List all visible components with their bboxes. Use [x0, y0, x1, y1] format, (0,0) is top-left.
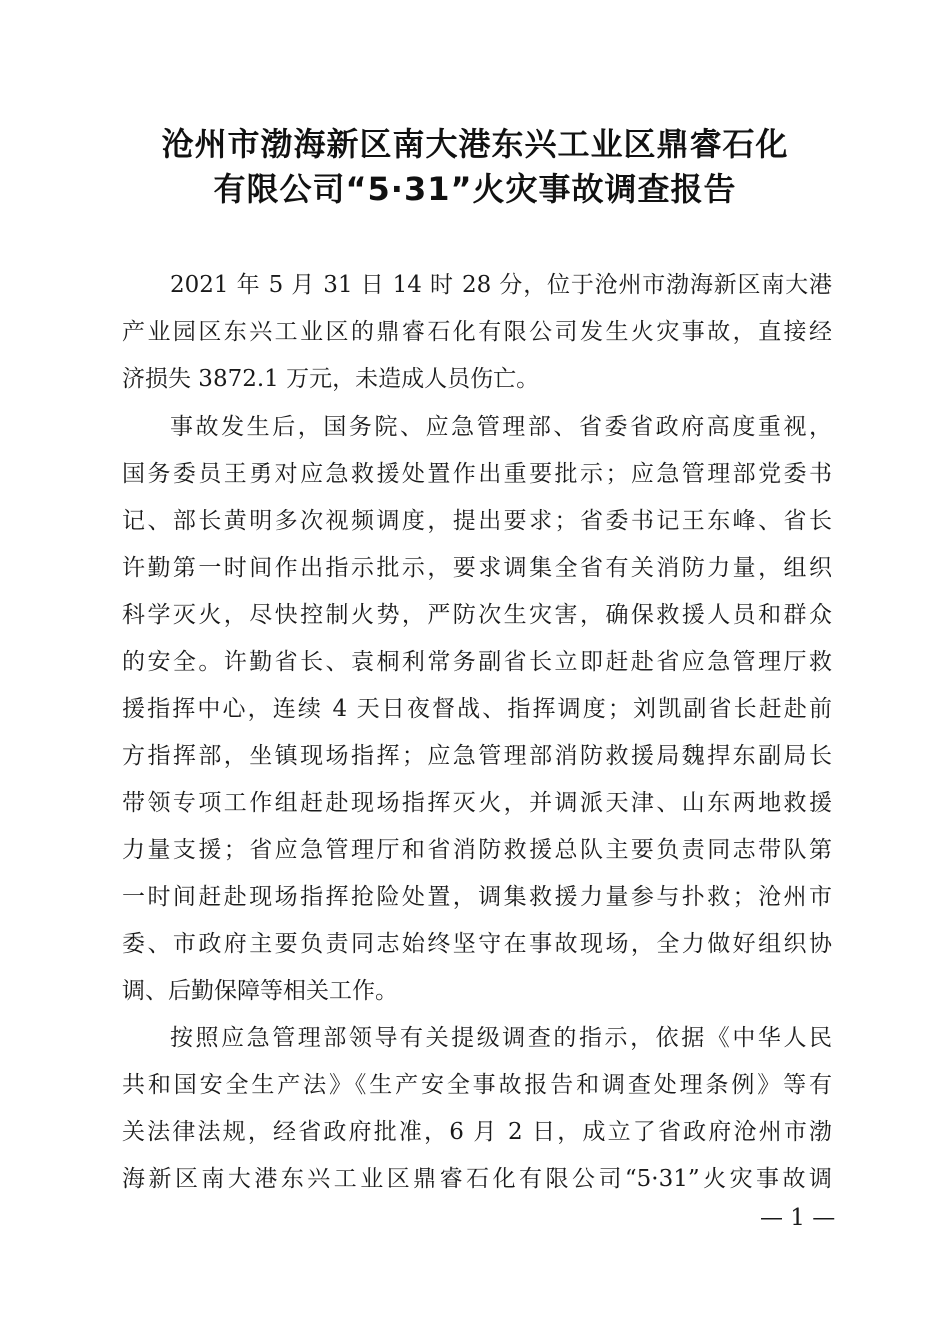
text-line: 海新区南大港东兴工业区鼎睿石化有限公司“5·31”火灾事故调 — [122, 1166, 832, 1192]
report-title-line-1: 沧州市渤海新区南大港东兴工业区鼎睿石化 — [161, 125, 789, 163]
text-line: 国务委员王勇对应急救援处置作出重要批示；应急管理部党委书 — [122, 461, 832, 487]
text-line: 事故发生后，国务院、应急管理部、省委省政府高度重视， — [170, 414, 832, 440]
text-line: 方指挥部，坐镇现场指挥；应急管理部消防救援局魏捍东副局长 — [122, 743, 832, 769]
text-line: 援指挥中心，连续 4 天日夜督战、指挥调度；刘凯副省长赶赴前 — [122, 696, 832, 722]
paragraph-3 — [122, 1015, 832, 1203]
text-line: 力量支援；省应急管理厅和省消防救援总队主要负责同志带队第 — [122, 837, 832, 863]
text-line: 关法律法规，经省政府批准，6 月 2 日，成立了省政府沧州市渤 — [122, 1119, 832, 1145]
text-line: 按照应急管理部领导有关提级调查的指示，依据《中华人民 — [170, 1025, 832, 1051]
text-line: 带领专项工作组赶赴现场指挥灭火，并调派天津、山东两地救援 — [122, 790, 832, 816]
text-line: 记、部长黄明多次视频调度，提出要求；省委书记王东峰、省长 — [122, 508, 832, 534]
paragraph-1 — [122, 262, 832, 403]
text-line: 的安全。许勤省长、袁桐利常务副省长立即赶赴省应急管理厅救 — [122, 649, 832, 675]
report-title-line-2: 有限公司“5·31”火灾事故调查报告 — [213, 170, 737, 208]
text-line: 共和国安全生产法》《生产安全事故报告和调查处理条例》等有 — [122, 1072, 832, 1098]
text-line: 2021 年 5 月 31 日 14 时 28 分，位于沧州市渤海新区南大港 — [170, 272, 832, 298]
text-line: 一时间赶赴现场指挥抢险处置，调集救援力量参与扑救；沧州市 — [122, 884, 832, 910]
page-number: — 1 — — [760, 1205, 836, 1231]
text-line: 济损失 3872.1 万元，未造成人员伤亡。 — [122, 366, 540, 392]
text-line: 许勤第一时间作出指示批示，要求调集全省有关消防力量，组织 — [122, 555, 832, 581]
paragraph-2 — [122, 404, 832, 1015]
text-line: 委、市政府主要负责同志始终坚守在事故现场，全力做好组织协 — [122, 931, 832, 957]
text-line: 产业园区东兴工业区的鼎睿石化有限公司发生火灾事故，直接经 — [122, 319, 832, 345]
text-line: 科学灭火，尽快控制火势，严防次生灾害，确保救援人员和群众 — [122, 602, 832, 628]
text-line: 调、后勤保障等相关工作。 — [122, 978, 398, 1004]
